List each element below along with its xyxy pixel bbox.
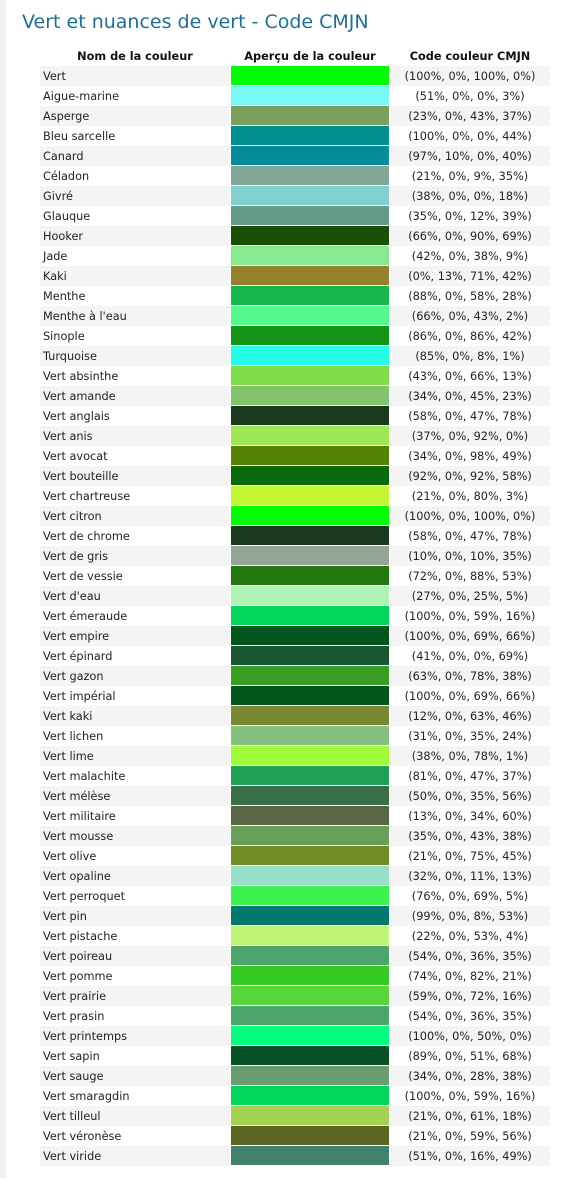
cmyk-code-cell: (72%, 0%, 88%, 53%) — [408, 569, 532, 583]
color-swatch — [231, 606, 389, 626]
color-preview-cell — [230, 166, 390, 186]
table-row — [40, 1006, 550, 1026]
color-name-cell: Vert avocat — [43, 449, 108, 463]
cmyk-code-cell: (66%, 0%, 90%, 69%) — [390, 226, 550, 246]
color-preview-cell — [230, 1086, 390, 1106]
table-row — [40, 786, 550, 806]
color-swatch — [231, 306, 389, 326]
cmyk-code-cell: (21%, 0%, 61%, 18%) — [390, 1106, 550, 1126]
color-name-cell: Vert citron — [40, 506, 230, 526]
cmyk-code-cell: (41%, 0%, 0%, 69%) — [411, 649, 529, 663]
color-preview-cell — [230, 406, 390, 426]
table-row — [40, 666, 550, 686]
color-name-cell: Vert sapin — [43, 1049, 100, 1063]
color-name-cell: Vert kaki — [40, 706, 230, 726]
color-preview-cell — [230, 306, 390, 326]
color-name-cell: Vert sauge — [40, 1066, 230, 1086]
color-preview-cell — [230, 1146, 390, 1166]
cmyk-code-cell: (100%, 0%, 50%, 0%) — [390, 1026, 550, 1046]
color-swatch — [231, 286, 389, 306]
color-name-cell: Vert lime — [40, 746, 230, 766]
color-name-cell: Asperge — [40, 106, 230, 126]
color-preview-cell — [230, 826, 390, 846]
color-name-cell: Vert émeraude — [43, 609, 128, 623]
color-preview-cell — [230, 466, 390, 486]
color-name-cell: Vert de vessie — [43, 569, 123, 583]
color-preview-cell — [230, 226, 390, 246]
color-swatch — [231, 866, 389, 886]
cmyk-code-cell: (58%, 0%, 47%, 78%) — [408, 529, 532, 543]
table-row — [40, 1106, 550, 1126]
cmyk-code-cell: (100%, 0%, 100%, 0%) — [390, 66, 550, 86]
header-cmyk-code: Code couleur CMJN — [409, 49, 531, 63]
color-name-cell: Vert gazon — [40, 666, 230, 686]
cmyk-code-cell: (22%, 0%, 53%, 4%) — [411, 929, 529, 943]
color-swatch — [231, 726, 389, 746]
header-row — [40, 46, 550, 66]
page-left-edge — [0, 0, 6, 1178]
cmyk-code-cell: (35%, 0%, 43%, 38%) — [390, 826, 550, 846]
color-preview-cell — [230, 966, 390, 986]
table-row — [40, 426, 550, 446]
color-swatch — [231, 106, 389, 126]
color-swatch — [231, 466, 389, 486]
color-name-cell: Vert véronèse — [43, 1129, 122, 1143]
color-swatch — [231, 346, 389, 366]
cmyk-code-cell: (32%, 0%, 11%, 13%) — [390, 866, 550, 886]
table-row — [40, 326, 550, 346]
table-row — [40, 906, 550, 926]
cmyk-code-cell: (76%, 0%, 69%, 5%) — [411, 889, 529, 903]
color-preview-cell — [230, 606, 390, 626]
cmyk-code-cell: (66%, 0%, 43%, 2%) — [390, 306, 550, 326]
color-swatch — [231, 906, 389, 926]
color-name-cell: Givré — [40, 186, 230, 206]
cmyk-code-cell: (21%, 0%, 80%, 3%) — [411, 489, 529, 503]
color-swatch — [231, 886, 389, 906]
cmyk-code-cell: (31%, 0%, 35%, 24%) — [408, 729, 532, 743]
cmyk-code-cell: (21%, 0%, 9%, 35%) — [411, 169, 529, 183]
color-name-cell: Vert lichen — [43, 729, 104, 743]
color-name-cell: Céladon — [43, 169, 90, 183]
color-preview-cell — [230, 66, 390, 86]
color-swatch — [231, 626, 389, 646]
color-swatch — [231, 266, 389, 286]
color-swatch — [231, 1006, 389, 1026]
color-swatch — [231, 926, 389, 946]
color-swatch — [231, 246, 389, 266]
cmyk-code-cell: (12%, 0%, 63%, 46%) — [390, 706, 550, 726]
table-row — [40, 1126, 550, 1146]
cmyk-code-cell: (99%, 0%, 8%, 53%) — [390, 906, 550, 926]
color-preview-cell — [230, 346, 390, 366]
color-preview-cell — [230, 326, 390, 346]
cmyk-code-cell: (38%, 0%, 0%, 18%) — [390, 186, 550, 206]
color-preview-cell — [230, 506, 390, 526]
color-swatch — [231, 966, 389, 986]
table-row — [40, 66, 550, 86]
color-name-cell: Glauque — [43, 209, 91, 223]
color-name-cell: Bleu sarcelle — [43, 129, 116, 143]
color-preview-cell — [230, 446, 390, 466]
table-row — [40, 926, 550, 946]
color-name-cell: Vert épinard — [43, 649, 113, 663]
color-swatch — [231, 946, 389, 966]
color-swatch — [231, 1146, 389, 1166]
color-preview-cell — [230, 186, 390, 206]
cmyk-code-cell: (0%, 13%, 71%, 42%) — [390, 266, 550, 286]
color-name-cell: Vert empire — [40, 626, 230, 646]
color-preview-cell — [230, 246, 390, 266]
color-name-cell: Vert olive — [43, 849, 97, 863]
color-preview-cell — [230, 866, 390, 886]
table-row — [40, 846, 550, 866]
color-swatch — [231, 166, 389, 186]
color-preview-cell — [230, 906, 390, 926]
cmyk-code-cell: (81%, 0%, 47%, 37%) — [408, 769, 532, 783]
color-name-cell: Hooker — [40, 226, 230, 246]
table-row — [40, 866, 550, 886]
color-swatch — [231, 386, 389, 406]
table-row — [40, 346, 550, 366]
color-swatch — [231, 586, 389, 606]
cmyk-code-cell: (58%, 0%, 47%, 78%) — [408, 409, 532, 423]
cmyk-code-cell: (54%, 0%, 36%, 35%) — [390, 946, 550, 966]
cmyk-code-cell: (50%, 0%, 35%, 56%) — [390, 786, 550, 806]
cmyk-code-cell: (37%, 0%, 92%, 0%) — [390, 426, 550, 446]
color-name-cell: Vert mousse — [40, 826, 230, 846]
color-preview-cell — [230, 566, 390, 586]
table-row — [40, 126, 550, 146]
color-preview-cell — [230, 926, 390, 946]
color-swatch — [231, 326, 389, 346]
cmyk-code-cell: (21%, 0%, 75%, 45%) — [408, 849, 532, 863]
color-swatch — [231, 406, 389, 426]
color-preview-cell — [230, 846, 390, 866]
cmyk-code-cell: (100%, 0%, 59%, 16%) — [404, 1089, 536, 1103]
cmyk-code-cell: (59%, 0%, 72%, 16%) — [390, 986, 550, 1006]
color-swatch — [231, 1026, 389, 1046]
color-name-cell: Menthe — [43, 289, 86, 303]
table-row — [40, 366, 550, 386]
color-preview-cell — [230, 1126, 390, 1146]
color-swatch — [231, 806, 389, 826]
header-color-preview: Aperçu de la couleur — [244, 49, 376, 63]
color-name-cell: Vert impérial — [43, 689, 116, 703]
color-preview-cell — [230, 126, 390, 146]
color-preview-cell — [230, 726, 390, 746]
table-row — [40, 646, 550, 666]
table-row — [40, 886, 550, 906]
color-preview-cell — [230, 526, 390, 546]
color-name-cell: Vert printemps — [40, 1026, 230, 1046]
color-preview-cell — [230, 766, 390, 786]
cmyk-code-cell: (51%, 0%, 0%, 3%) — [415, 89, 525, 103]
color-swatch — [231, 486, 389, 506]
color-swatch — [231, 826, 389, 846]
color-name-cell: Menthe à l'eau — [40, 306, 230, 326]
table-row — [40, 186, 550, 206]
color-swatch — [231, 746, 389, 766]
color-name-cell: Kaki — [40, 266, 230, 286]
table-row — [40, 526, 550, 546]
table-row — [40, 406, 550, 426]
color-name-cell: Vert chartreuse — [43, 489, 131, 503]
table-row — [40, 546, 550, 566]
color-name-cell: Vert pin — [40, 906, 230, 926]
table-row — [40, 626, 550, 646]
table-row — [40, 166, 550, 186]
color-preview-cell — [230, 706, 390, 726]
color-swatch — [231, 446, 389, 466]
cmyk-code-cell: (74%, 0%, 82%, 21%) — [408, 969, 532, 983]
color-swatch — [231, 146, 389, 166]
table-row — [40, 206, 550, 226]
table-row — [40, 966, 550, 986]
color-preview-cell — [230, 886, 390, 906]
color-preview-cell — [230, 986, 390, 1006]
table-row — [40, 826, 550, 846]
color-swatch — [231, 666, 389, 686]
color-name-cell: Vert de gris — [40, 546, 230, 566]
color-preview-cell — [230, 746, 390, 766]
table-row — [40, 1146, 550, 1166]
color-preview-cell — [230, 686, 390, 706]
color-preview-cell — [230, 1066, 390, 1086]
cmyk-code-cell: (34%, 0%, 45%, 23%) — [390, 386, 550, 406]
color-name-cell: Aigue-marine — [43, 89, 120, 103]
color-name-cell: Vert amande — [40, 386, 230, 406]
color-swatch — [231, 206, 389, 226]
table-row — [40, 746, 550, 766]
color-preview-cell — [230, 266, 390, 286]
cmyk-code-cell: (100%, 0%, 59%, 16%) — [404, 609, 536, 623]
cmyk-code-cell: (88%, 0%, 58%, 28%) — [408, 289, 532, 303]
color-preview-cell — [230, 106, 390, 126]
color-name-cell: Vert mélèse — [40, 786, 230, 806]
color-swatch — [231, 686, 389, 706]
cmyk-code-cell: (63%, 0%, 78%, 38%) — [390, 666, 550, 686]
color-preview-cell — [230, 426, 390, 446]
table-row — [40, 1026, 550, 1046]
color-name-cell: Vert anis — [40, 426, 230, 446]
cmyk-code-cell: (100%, 0%, 100%, 0%) — [390, 506, 550, 526]
color-name-cell: Vert perroquet — [43, 889, 126, 903]
cmyk-code-cell: (23%, 0%, 43%, 37%) — [390, 106, 550, 126]
color-swatch — [231, 506, 389, 526]
table-row — [40, 86, 550, 106]
table-row — [40, 686, 550, 706]
cmyk-code-cell: (27%, 0%, 25%, 5%) — [390, 586, 550, 606]
color-name-cell: Vert pistache — [43, 929, 118, 943]
cmyk-code-cell: (97%, 10%, 0%, 40%) — [390, 146, 550, 166]
color-swatch — [231, 846, 389, 866]
table-row — [40, 946, 550, 966]
cmyk-code-cell: (35%, 0%, 12%, 39%) — [408, 209, 532, 223]
color-name-cell: Vert militaire — [43, 809, 116, 823]
color-swatch — [231, 186, 389, 206]
color-preview-cell — [230, 486, 390, 506]
color-preview-cell — [230, 146, 390, 166]
color-preview-cell — [230, 1106, 390, 1126]
color-name-cell: Vert — [40, 66, 230, 86]
table-row — [40, 726, 550, 746]
color-name-cell: Vert pomme — [43, 969, 113, 983]
cmyk-code-cell: (43%, 0%, 66%, 13%) — [408, 369, 532, 383]
cmyk-code-cell: (51%, 0%, 16%, 49%) — [390, 1146, 550, 1166]
color-table — [40, 46, 550, 1166]
table-row — [40, 1066, 550, 1086]
table-row — [40, 566, 550, 586]
color-name-cell: Vert prasin — [43, 1009, 105, 1023]
color-preview-cell — [230, 286, 390, 306]
color-swatch — [231, 986, 389, 1006]
color-name-cell: Vert malachite — [43, 769, 126, 783]
color-swatch — [231, 66, 389, 86]
color-swatch — [231, 1086, 389, 1106]
color-preview-cell — [230, 386, 390, 406]
table-row — [40, 766, 550, 786]
table-row — [40, 446, 550, 466]
cmyk-code-cell: (34%, 0%, 28%, 38%) — [390, 1066, 550, 1086]
color-preview-cell — [230, 806, 390, 826]
color-name-cell: Vert anglais — [43, 409, 110, 423]
color-swatch — [231, 706, 389, 726]
table-body — [40, 66, 550, 1166]
color-preview-cell — [230, 786, 390, 806]
cmyk-code-cell: (13%, 0%, 34%, 60%) — [408, 809, 532, 823]
color-name-cell: Vert de chrome — [43, 529, 130, 543]
color-preview-cell — [230, 1046, 390, 1066]
color-swatch — [231, 226, 389, 246]
color-name-cell: Sinople — [43, 329, 85, 343]
table-row — [40, 806, 550, 826]
cmyk-code-cell: (86%, 0%, 86%, 42%) — [408, 329, 532, 343]
cmyk-code-cell: (21%, 0%, 59%, 56%) — [408, 1129, 532, 1143]
color-swatch — [231, 1126, 389, 1146]
color-preview-cell — [230, 666, 390, 686]
table-row — [40, 1086, 550, 1106]
color-preview-cell — [230, 86, 390, 106]
table-row — [40, 986, 550, 1006]
table-header — [40, 46, 550, 66]
color-swatch — [231, 426, 389, 446]
cmyk-code-cell: (100%, 0%, 69%, 66%) — [404, 689, 536, 703]
color-preview-cell — [230, 1026, 390, 1046]
table-row — [40, 486, 550, 506]
color-swatch — [231, 86, 389, 106]
color-preview-cell — [230, 546, 390, 566]
header-color-name: Nom de la couleur — [77, 49, 193, 63]
table-row — [40, 286, 550, 306]
color-name-cell: Vert tilleul — [40, 1106, 230, 1126]
color-name-cell: Vert bouteille — [40, 466, 230, 486]
color-name-cell: Vert absinthe — [43, 369, 119, 383]
color-swatch — [231, 366, 389, 386]
table-row — [40, 506, 550, 526]
cmyk-code-cell: (34%, 0%, 98%, 49%) — [408, 449, 532, 463]
color-name-cell: Vert prairie — [40, 986, 230, 1006]
table-row — [40, 246, 550, 266]
table-row — [40, 1046, 550, 1066]
cmyk-code-cell: (85%, 0%, 8%, 1%) — [390, 346, 550, 366]
color-name-cell: Jade — [43, 249, 68, 263]
color-swatch — [231, 646, 389, 666]
color-swatch — [231, 526, 389, 546]
color-swatch — [231, 766, 389, 786]
cmyk-code-cell: (92%, 0%, 92%, 58%) — [390, 466, 550, 486]
table-row — [40, 706, 550, 726]
cmyk-code-cell: (10%, 0%, 10%, 35%) — [390, 546, 550, 566]
cmyk-code-cell: (100%, 0%, 69%, 66%) — [390, 626, 550, 646]
color-swatch — [231, 1046, 389, 1066]
cmyk-code-cell: (38%, 0%, 78%, 1%) — [390, 746, 550, 766]
table-row — [40, 586, 550, 606]
color-swatch — [231, 1066, 389, 1086]
color-name-cell: Turquoise — [40, 346, 230, 366]
color-preview-cell — [230, 646, 390, 666]
table-row — [40, 386, 550, 406]
color-swatch — [231, 126, 389, 146]
color-name-cell: Vert d'eau — [40, 586, 230, 606]
table-row — [40, 306, 550, 326]
table-row — [40, 146, 550, 166]
cmyk-code-cell: (100%, 0%, 0%, 44%) — [408, 129, 532, 143]
color-preview-cell — [230, 586, 390, 606]
color-swatch — [231, 1106, 389, 1126]
cmyk-code-cell: (42%, 0%, 38%, 9%) — [411, 249, 529, 263]
color-preview-cell — [230, 946, 390, 966]
color-preview-cell — [230, 626, 390, 646]
color-name-cell: Canard — [40, 146, 230, 166]
table-row — [40, 466, 550, 486]
color-preview-cell — [230, 366, 390, 386]
color-swatch — [231, 546, 389, 566]
color-name-cell: Vert opaline — [40, 866, 230, 886]
color-preview-cell — [230, 1006, 390, 1026]
page-title: Vert et nuances de vert - Code CMJN — [22, 11, 369, 33]
cmyk-code-cell: (54%, 0%, 36%, 35%) — [408, 1009, 532, 1023]
table-row — [40, 606, 550, 626]
color-swatch — [231, 786, 389, 806]
color-name-cell: Vert poireau — [40, 946, 230, 966]
color-name-cell: Vert viride — [40, 1146, 230, 1166]
table-row — [40, 106, 550, 126]
color-name-cell: Vert smaragdin — [43, 1089, 130, 1103]
color-preview-cell — [230, 206, 390, 226]
cmyk-code-cell: (89%, 0%, 51%, 68%) — [408, 1049, 532, 1063]
color-swatch — [231, 566, 389, 586]
table-row — [40, 266, 550, 286]
table-row — [40, 226, 550, 246]
